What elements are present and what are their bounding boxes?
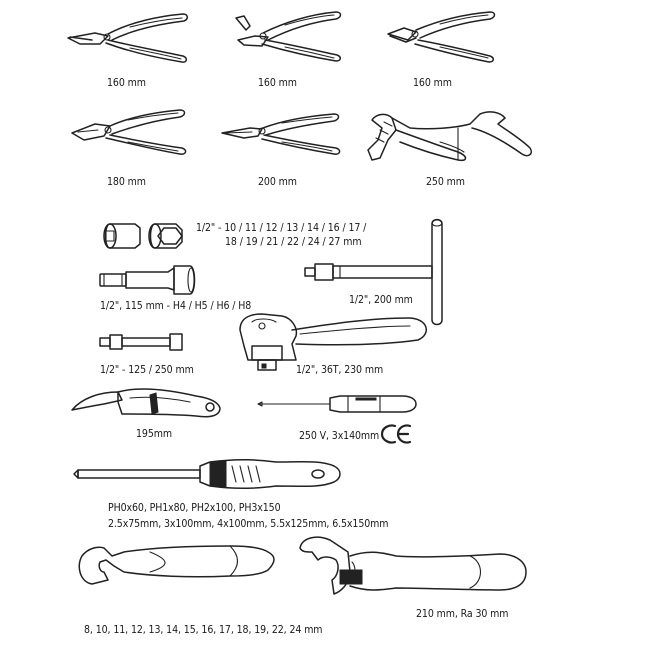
screwdriver-sizes-line-2: 2.5x75mm, 3x100mm, 4x100mm, 5.5x125mm, 6.5x150mm bbox=[108, 518, 389, 530]
wire-stripper-pliers-icon bbox=[236, 12, 341, 61]
adjustable-wrench-label: 210 mm, Ra 30 mm bbox=[416, 608, 509, 620]
water-pump-pliers-size-label: 250 mm bbox=[426, 176, 465, 188]
voltage-tester-screwdriver-icon bbox=[258, 396, 416, 412]
open-end-wrench-icon bbox=[79, 546, 274, 584]
long-nose-pliers-size-label: 200 mm bbox=[258, 176, 297, 188]
screwdriver-sizes-line-1: PH0x60, PH1x80, PH2x100, PH3x150 bbox=[108, 502, 281, 514]
extension-bars-label: 1/2" - 125 / 250 mm bbox=[100, 364, 194, 376]
wire-stripper-pliers-size-label: 160 mm bbox=[258, 77, 297, 89]
t-handle-label: 1/2", 200 mm bbox=[349, 294, 413, 306]
long-nose-pliers-icon bbox=[222, 114, 340, 154]
hex-bit-socket-icon bbox=[100, 266, 195, 294]
voltage-tester-label: 250 V, 3x140mm bbox=[299, 430, 380, 442]
ratchet-icon bbox=[240, 314, 426, 370]
universal-pliers-icon bbox=[72, 110, 186, 154]
socket-sizes-line-1: 1/2" - 10 / 11 / 12 / 13 / 14 / 16 / 17 / bbox=[196, 222, 367, 234]
knife-label: 195mm bbox=[136, 428, 172, 440]
screwdriver-icon bbox=[74, 460, 340, 489]
hex-bit-socket-label: 1/2", 115 mm - H4 / H5 / H6 / H8 bbox=[100, 300, 252, 312]
socket-sizes-line-2: 18 / 19 / 21 / 22 / 24 / 27 mm bbox=[225, 236, 362, 248]
adjustable-wrench-icon bbox=[300, 537, 526, 594]
ratchet-label: 1/2", 36T, 230 mm bbox=[296, 364, 384, 376]
socket-icon bbox=[104, 224, 182, 248]
universal-pliers-size-label: 180 mm bbox=[107, 176, 146, 188]
combination-pliers-icon bbox=[68, 14, 187, 62]
extension-bar-icon bbox=[100, 334, 182, 350]
combination-pliers-size-label: 160 mm bbox=[107, 77, 146, 89]
side-cutter-pliers-icon bbox=[388, 12, 495, 62]
open-end-wrench-sizes-label: 8, 10, 11, 12, 13, 14, 15, 16, 17, 18, 19, 22, 24 mm bbox=[84, 624, 323, 636]
water-pump-pliers-icon bbox=[368, 112, 531, 160]
ce-mark-icon bbox=[382, 425, 410, 442]
side-cutter-pliers-size-label: 160 mm bbox=[413, 77, 452, 89]
cable-knife-icon bbox=[72, 389, 220, 417]
